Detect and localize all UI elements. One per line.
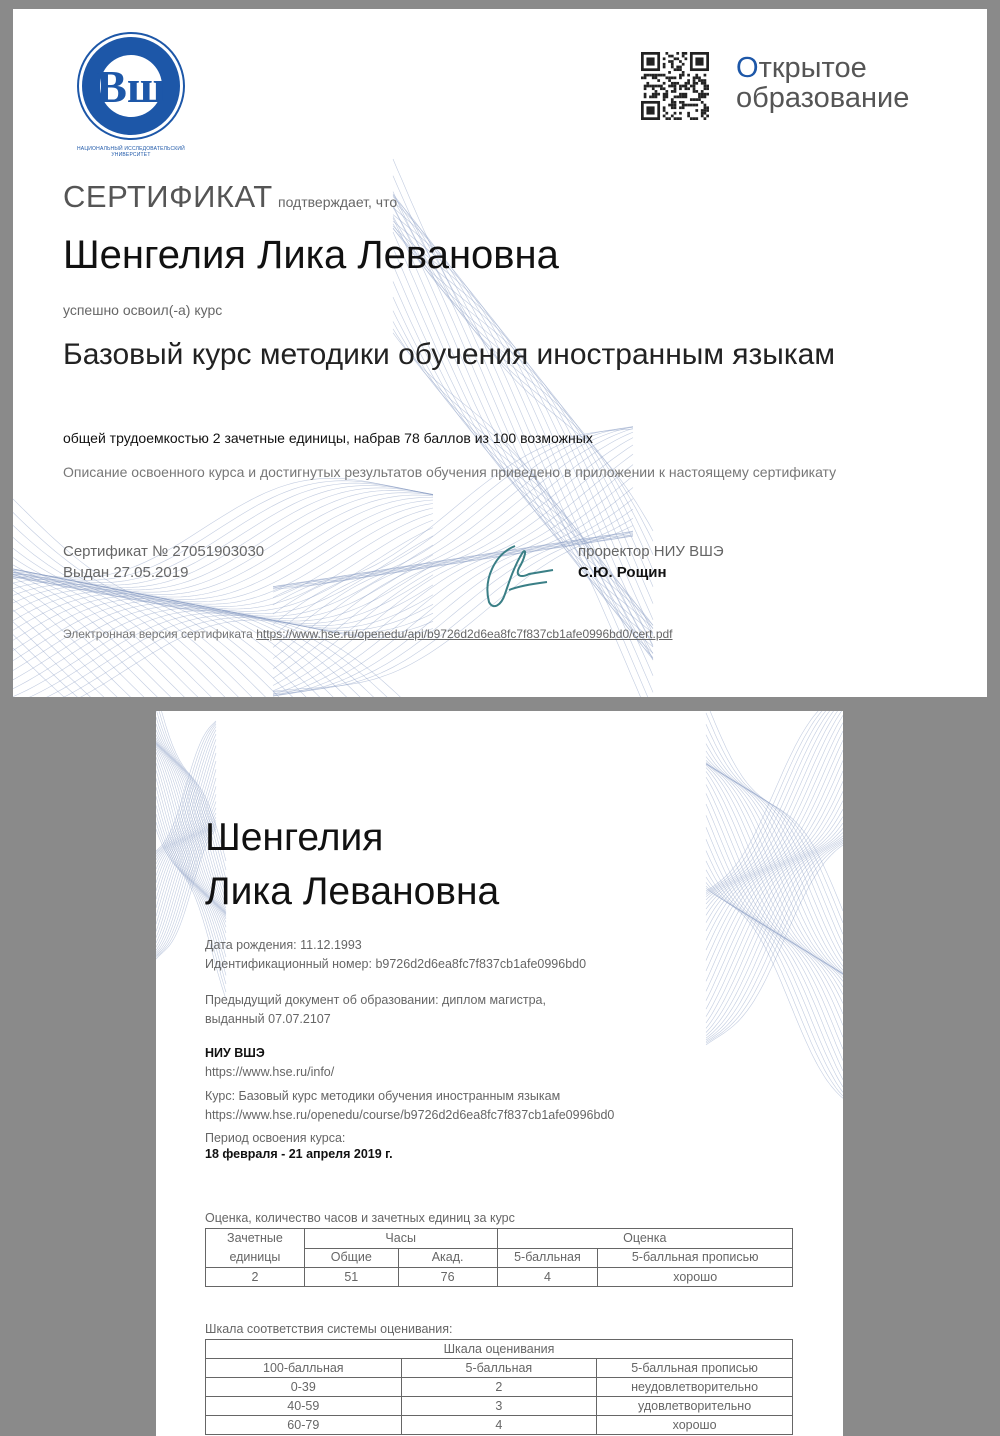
table-row xyxy=(206,1416,793,1435)
acad-hours-value: 76 xyxy=(398,1268,497,1287)
workload-text: общей трудоемкостью 2 зачетные единицы, набрав 78 баллов из 100 возможных xyxy=(63,430,593,446)
five-point-words-header: 5-балльная прописью xyxy=(598,1248,793,1268)
table-row xyxy=(206,1378,793,1397)
description-text: Описание освоенного курса и достигнутых результатов обучения приведено в приложении к настоящему сертификату xyxy=(63,464,837,480)
previous-document-line2: выданный 07.07.2107 xyxy=(205,1012,331,1026)
id-number: Идентификационный номер: b9726d2d6ea8fc7f837cb1afe0996bd0 xyxy=(205,957,587,971)
table-cell: 4 xyxy=(401,1416,597,1435)
credits-value: 2 xyxy=(206,1268,305,1287)
hse-logo-letter: Вш xyxy=(100,55,162,117)
organization-info xyxy=(205,1044,334,1082)
appendix-holder-name xyxy=(205,811,499,919)
table-cell: 0-39 xyxy=(206,1378,402,1397)
qr-code xyxy=(641,52,709,120)
hours-header: Часы xyxy=(304,1229,497,1249)
scale-header: Шкала оценивания xyxy=(206,1340,793,1359)
certificate-title: СЕРТИФИКАТ xyxy=(63,179,273,214)
signer-name: С.Ю. Рощин xyxy=(578,564,667,581)
table-cell: удовлетворительно xyxy=(597,1397,793,1416)
period-value: 18 февраля - 21 апреля 2019 г. xyxy=(205,1147,393,1161)
period-info xyxy=(205,1129,393,1164)
table-cell: 2 xyxy=(401,1378,597,1397)
brand-first-letter: О xyxy=(736,52,759,84)
organization-name: НИУ ВШЭ xyxy=(205,1046,265,1060)
appendix-given-names: Лика Левановна xyxy=(205,870,500,913)
confirms-text: подтверждает, что xyxy=(278,194,398,210)
open-education-logo xyxy=(736,53,909,113)
period-label: Период освоения курса: xyxy=(205,1131,346,1145)
birth-date: Дата рождения: 11.12.1993 xyxy=(205,938,362,952)
brand-line1-rest: ткрытое xyxy=(758,52,867,84)
table-row xyxy=(206,1359,793,1378)
mastered-label: успешно освоил(-а) курс xyxy=(63,302,223,318)
credits-header xyxy=(206,1229,305,1268)
hse-logo-emblem xyxy=(79,34,183,138)
five-point-header: 5-балльная xyxy=(497,1248,598,1268)
credits-header-line1: Зачетные xyxy=(227,1231,283,1245)
scale-col-5: 5-балльная xyxy=(401,1359,597,1378)
grading-scale-table xyxy=(205,1339,793,1435)
signature xyxy=(475,534,555,614)
table-cell: хорошо xyxy=(597,1416,793,1435)
electronic-version-link[interactable]: https://www.hse.ru/openedu/api/b9726d2d6ea8fc7f837cb1afe0996bd0/cert.pdf xyxy=(256,627,673,641)
table-row xyxy=(206,1268,793,1287)
holder-name: Шенгелия Лика Левановна xyxy=(63,233,559,277)
scale-col-5-words: 5-балльная прописью xyxy=(597,1359,793,1378)
personal-info xyxy=(205,936,586,974)
previous-document-line1: Предыдущий документ об образовании: диплом магистра, xyxy=(205,993,546,1007)
five-point-words-value: хорошо xyxy=(598,1268,793,1287)
signer-role: проректор НИУ ВШЭ xyxy=(578,543,724,560)
table-cell: 40-59 xyxy=(206,1397,402,1416)
signer-block xyxy=(578,541,724,583)
issue-date: Выдан 27.05.2019 xyxy=(63,564,189,581)
table-row xyxy=(206,1397,793,1416)
grade-header: Оценка xyxy=(497,1229,792,1249)
total-hours-value: 51 xyxy=(304,1268,398,1287)
previous-document xyxy=(205,991,546,1029)
course-line: Курс: Базовый курс методики обучения иностранным языкам xyxy=(205,1089,561,1103)
hse-logo-caption: НАЦИОНАЛЬНЫЙ ИССЛЕДОВАТЕЛЬСКИЙ УНИВЕРСИТЕТ xyxy=(77,146,185,158)
grades-table xyxy=(205,1228,793,1287)
table-row xyxy=(206,1229,793,1249)
course-info xyxy=(205,1087,614,1125)
course-title: Базовый курс методики обучения иностранным языкам xyxy=(63,338,835,371)
certificate-number: Сертификат № 27051903030 xyxy=(63,543,265,560)
electronic-label: Электронная версия сертификата xyxy=(63,627,253,641)
electronic-version xyxy=(63,627,673,641)
table-cell: 3 xyxy=(401,1397,597,1416)
acad-hours-header: Акад. xyxy=(398,1248,497,1268)
hse-logo xyxy=(61,34,201,158)
table-cell: 60-79 xyxy=(206,1416,402,1435)
scale-col-100: 100-балльная xyxy=(206,1359,402,1378)
certificate-page xyxy=(13,9,987,697)
appendix-page xyxy=(156,711,843,1436)
five-point-value: 4 xyxy=(497,1268,598,1287)
course-url[interactable]: https://www.hse.ru/openedu/course/b9726d2d6ea8fc7f837cb1afe0996bd0 xyxy=(205,1108,615,1122)
scale-caption: Шкала соответствия системы оценивания: xyxy=(205,1322,453,1336)
appendix-surname: Шенгелия xyxy=(205,816,384,859)
table-row xyxy=(206,1340,793,1359)
credits-header-line2: единицы xyxy=(229,1250,281,1264)
certificate-number-block xyxy=(63,541,264,583)
table-cell: неудовлетворительно xyxy=(597,1378,793,1397)
total-hours-header: Общие xyxy=(304,1248,398,1268)
grades-caption: Оценка, количество часов и зачетных единиц за курс xyxy=(205,1211,515,1225)
brand-line2: образование xyxy=(736,82,910,114)
organization-url[interactable]: https://www.hse.ru/info/ xyxy=(205,1065,335,1079)
